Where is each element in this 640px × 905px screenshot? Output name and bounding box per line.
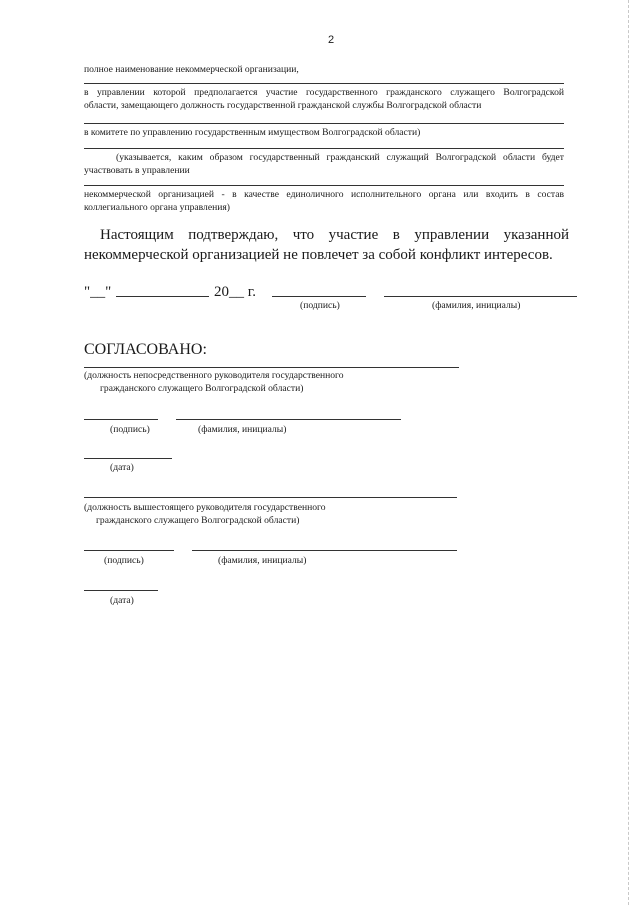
executive-body-text-1: некоммерческой организацией - в качестве единоличного исполнительного органа или входить в состав bbox=[84, 189, 564, 200]
participation-method-text-2: участвовать в управлении bbox=[84, 165, 190, 176]
nko-participation-text-1: в управлении которой предполагается участие государственного гражданского служащего Волгоградской bbox=[84, 87, 564, 98]
committee-text: в комитете по управлению государственным имуществом Волгоградской области) bbox=[84, 127, 421, 138]
date-line bbox=[84, 458, 172, 459]
date-line bbox=[84, 590, 158, 591]
direct-manager-position-1: (должность непосредственного руководителя государственного bbox=[84, 370, 344, 381]
fill-line bbox=[84, 185, 564, 186]
direct-manager-signature-caption: (подпись) bbox=[110, 424, 150, 435]
signature-caption: (подпись) bbox=[300, 300, 340, 311]
name-caption: (фамилия, инициалы) bbox=[432, 300, 521, 311]
statement-line-1: Настоящим подтверждаю, что участие в управлении указанной bbox=[100, 227, 569, 243]
page-number: 2 bbox=[328, 34, 335, 46]
date-month-line bbox=[116, 296, 209, 297]
executive-body-text-2: коллегиального органа управления) bbox=[84, 202, 230, 213]
name-line bbox=[192, 550, 457, 551]
fill-line bbox=[84, 83, 564, 84]
nko-participation-text-2: области, замещающего должность государственной гражданской службы Волгоградской области bbox=[84, 100, 482, 111]
scan-edge bbox=[628, 0, 629, 905]
name-line bbox=[176, 419, 401, 420]
approval-title: СОГЛАСОВАНО: bbox=[84, 341, 207, 358]
nko-name-caption: полное наименование некоммерческой организации, bbox=[84, 64, 299, 75]
fill-line bbox=[84, 367, 459, 368]
fill-line bbox=[84, 148, 564, 149]
direct-manager-date-caption: (дата) bbox=[110, 462, 134, 473]
signature-line bbox=[84, 419, 158, 420]
direct-manager-name-caption: (фамилия, инициалы) bbox=[198, 424, 287, 435]
senior-manager-date-caption: (дата) bbox=[110, 595, 134, 606]
fill-line bbox=[84, 497, 457, 498]
senior-manager-signature-caption: (подпись) bbox=[104, 555, 144, 566]
direct-manager-position-2: гражданского служащего Волгоградской области) bbox=[100, 383, 304, 394]
senior-manager-position-2: гражданского служащего Волгоградской области) bbox=[96, 515, 300, 526]
participation-method-text-1: (указывается, каким образом государственный гражданский служащий Волгоградской области будет bbox=[116, 152, 564, 163]
senior-manager-name-caption: (фамилия, инициалы) bbox=[218, 555, 307, 566]
date-year: 20__ г. bbox=[214, 284, 256, 300]
name-line bbox=[384, 296, 577, 297]
fill-line bbox=[84, 123, 564, 124]
signature-line bbox=[84, 550, 174, 551]
signature-line bbox=[272, 296, 366, 297]
date-day: "__" bbox=[84, 284, 112, 300]
senior-manager-position-1: (должность вышестоящего руководителя государственного bbox=[84, 502, 326, 513]
statement-line-2: некоммерческой организацией не повлечет за собой конфликт интересов. bbox=[84, 247, 553, 263]
